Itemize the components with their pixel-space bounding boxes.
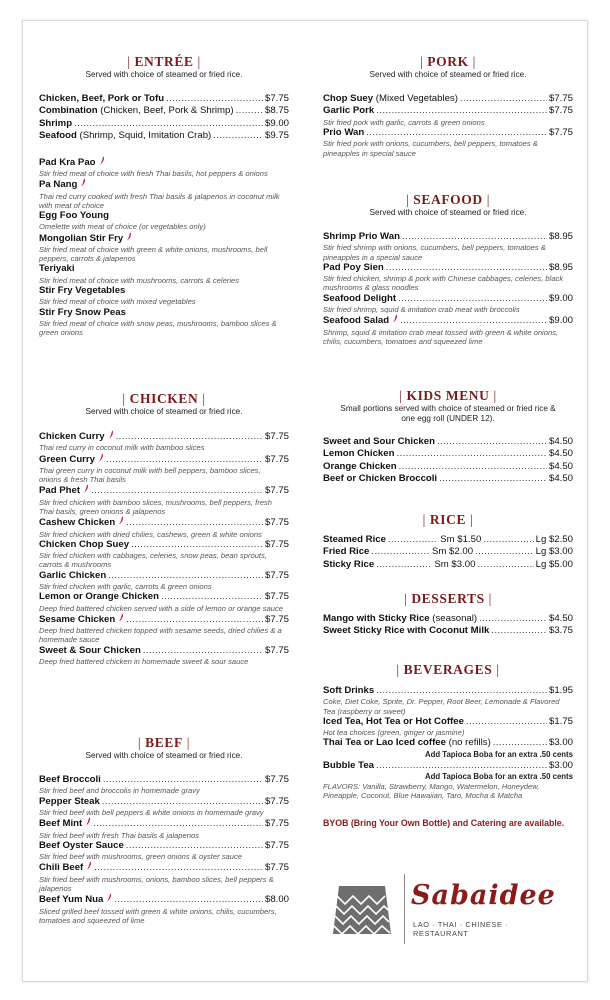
chicken-item: Cashew Chicken ..... $7.75 Stir fried chicken with dried chilies, cashews, green & white onions (39, 516, 289, 539)
desserts-section (323, 591, 573, 638)
chicken-item: Chicken Curry ..... $7.75 Thai red curry in coconut milk with bamboo slices (39, 430, 289, 453)
seafood-item: Pad Poy Sien ..... $8.95 Stir fried chicken, shrimp & pork with Chinese cabbages, celeries, black mushrooms & glass noodles (323, 262, 573, 293)
entree-dish: Stir Fry Snow Peas Stir fried meat of choice with snow peas, mushrooms, bamboo slices & green onions (39, 306, 277, 338)
chili-icon (83, 484, 89, 493)
restaurant-tagline: LAO · THAI · CHINESE · RESTAURANT (413, 920, 509, 938)
kids-item: Lemon Chicken ..... $4.50 (323, 448, 573, 460)
rice-title: | RICE | (422, 512, 474, 527)
pork-section (323, 54, 573, 158)
kids-item: Sweet and Sour Chicken ..... $4.50 (323, 436, 573, 448)
dessert-item: Sweet Sticky Rice with Coconut Milk ..... $3.75 (323, 625, 573, 637)
chicken-item: Green Curry ..... $7.75 Thai green curry in coconut milk with bell peppers, bamboo slices, onions & fresh Thai basils (39, 453, 289, 485)
chili-icon (108, 430, 114, 439)
beverages-title: | BEVERAGES | (396, 662, 500, 677)
beef-item: Chili Beef ..... $7.75 Stir fried beef with mushrooms, onions, bamboo slices, bell peppers & jalapenos (39, 861, 289, 893)
chicken-item: Lemon or Orange Chicken ..... $7.75 Deep fried battered chicken served with a side of lemon or orange sauce (39, 591, 289, 613)
beef-item: Beef Broccoli ..... $7.75 Stir fried beef and broccolis in homemade gravy (39, 774, 289, 796)
entree-dish: Pad Kra Pao Stir fried meat of choice with fresh Thai basils, hot peppers & onions (39, 156, 268, 179)
chicken-subtitle: Served with choice of steamed or fried rice. (85, 407, 243, 416)
rice-item: Fried Rice ..... Sm $2.00 ..... Lg $3.00 (323, 546, 573, 558)
pork-title: | PORK | (420, 54, 476, 69)
entree-dish: Pa Nang Thai red curry cooked with fresh Thai basils & jalapenos in coconut milk with meat of choice (39, 179, 280, 210)
pork-item: Chop Suey (Mixed Vegetables) ..... $7.75 (323, 93, 573, 105)
chicken-item: Pad Phet ..... $7.75 Stir fried chicken with bamboo slices, mushrooms, bell peppers, fresh Thai basils, green onions & jalapenos (39, 484, 289, 516)
chili-icon (392, 314, 398, 323)
kids-section (323, 388, 573, 486)
pork-subtitle: Served with choice of steamed or fried rice. (369, 70, 527, 79)
beverage-item: Bubble Tea ..... $3.00 Add Tapioca Boba for an extra .50 cents FLAVORS: Vanilla, Strawberry, Mango, Watermelon, Honeydew, Pineapple, Coconut, Blue Hawaiian, Taro, Mocha & Matcha (323, 760, 573, 801)
restaurant-name: Sabaidee (411, 880, 556, 911)
chicken-item: Garlic Chicken ..... $7.75 Stir fried chicken with garlic, carrots & green onions (39, 570, 289, 592)
chili-icon (126, 232, 132, 241)
seafood-item: Shrimp Prio Wan ..... $8.95 Stir fried shrimp with onions, cucumbers, bell peppers, tomatoes & pineapples in a special sauce (323, 231, 573, 262)
chicken-item: Sweet & Sour Chicken ..... $7.75 Deep fried battered chicken in homemade sweet & sour sauce (39, 645, 289, 667)
entree-subtitle: Served with choice of steamed or fried rice. (85, 70, 243, 79)
seafood-title: | SEAFOOD | (405, 192, 491, 207)
chicken-item: Chicken Chop Suey ..... $7.75 Stir fried chicken with cabbages, celeries, snow peas, bean sprouts, carrots & mushrooms (39, 539, 289, 570)
pork-item: Garlic Pork ..... $7.75 Stir fried pork with garlic, carrots & green onions (323, 105, 573, 127)
woven-basket-icon (331, 884, 393, 936)
beverage-item: Iced Tea, Hot Tea or Hot Coffee ..... $1.75 Hot tea choices (green, ginger or jasmine) (323, 716, 573, 738)
beverage-item: Thai Tea or Lao Iced coffee (no refills) ..... $3.00 Add Tapioca Boba for an extra .50 cents (323, 737, 573, 759)
entree-dish: Egg Foo Young Omelette with meat of choice (or vegetables only) (39, 210, 206, 232)
rice-item: Sticky Rice ..... Sm $3.00 ..... Lg $5.00 (323, 559, 573, 571)
beef-item: Beef Oyster Sauce ..... $7.75 Stir fried beef with mushrooms, green onions & oyster sauce (39, 840, 289, 862)
entree-price-row: Combination (Chicken, Beef, Pork & Shrimp) ..... $8.75 (39, 105, 289, 117)
chili-icon (99, 156, 105, 165)
logo-divider (404, 874, 405, 944)
seafood-subtitle: Served with choice of steamed or fried rice. (369, 208, 527, 217)
beverages-section (323, 662, 573, 829)
entree-dish: Mongolian Stir Fry Stir fried meat of choice with green & white onions, mushrooms, bell peppers, carrots & jalapenos (39, 232, 268, 264)
chicken-item: Sesame Chicken ..... $7.75 Deep fried battered chicken topped with sesame seeds, dried chilies & a homemade sauce (39, 613, 289, 645)
byob-notice: BYOB (Bring Your Own Bottle) and Catering are available. (323, 817, 565, 828)
seafood-section (323, 192, 573, 346)
entree-price-row: Seafood (Shrimp, Squid, Imitation Crab) ..... $9.75 (39, 130, 289, 142)
beef-item: Pepper Steak ..... $7.75 Stir fried beef with bell peppers & white onions in homemade gravy (39, 796, 289, 818)
chicken-section (39, 391, 289, 666)
entree-price-row: Shrimp ..... $9.00 (39, 118, 289, 130)
dessert-item: Mango with Sticky Rice (seasonal) ..... $4.50 (323, 613, 573, 625)
chili-icon (98, 453, 104, 462)
beef-item: Beef Mint ..... $7.75 Stir fried beef with fresh Thai basils & jalapenos (39, 817, 289, 840)
kids-title: | KIDS MENU | (399, 388, 497, 403)
chicken-title: | CHICKEN | (122, 391, 206, 406)
entree-dish: Stir Fry Vegetables Stir fried meat of choice with mixed vegetables (39, 285, 196, 307)
kids-item: Beef or Chicken Broccoli ..... $4.50 (323, 473, 573, 485)
kids-item: Orange Chicken ..... $4.50 (323, 461, 573, 473)
chili-icon (118, 613, 124, 622)
seafood-item: Seafood Salad ..... $9.00 Shrimp, squid & imitation crab meat tossed with green & white onions, chilis, cucumbers, tomatoes and squeezed lime (323, 314, 573, 346)
desserts-title: | DESSERTS | (404, 591, 492, 606)
entree-section (39, 54, 289, 338)
pork-item: Prio Wan ..... $7.75 Stir fried pork with onions, cucumbers, bell peppers, tomatoes & pineapples in special sauce (323, 127, 573, 158)
entree-title: | ENTRÉE | (127, 54, 201, 69)
chili-icon (86, 861, 92, 870)
beef-item: Beef Yum Nua ..... $8.00 Sliced grilled beef tossed with green & white onions, chilis, cucumbers, tomatoes and squeezed of lime (39, 893, 289, 925)
entree-dish: Teriyaki Stir fried meat of choice with mushrooms, carrots & celeries (39, 263, 240, 285)
chili-icon (118, 516, 124, 525)
beef-subtitle: Served with choice of steamed or fried rice. (85, 751, 243, 760)
restaurant-logo (331, 870, 561, 950)
rice-item: Steamed Rice ..... Sm $1.50 ..... Lg $2.50 (323, 534, 573, 546)
entree-price-row: Chicken, Beef, Pork or Tofu ..... $7.75 (39, 93, 289, 105)
chili-icon (80, 178, 86, 187)
beef-section (39, 735, 289, 925)
kids-subtitle: Small portions served with choice of steamed or fried rice & one egg roll (UNDER 12). (340, 404, 556, 423)
chili-icon (85, 817, 91, 826)
seafood-item: Seafood Delight ..... $9.00 Stir fried shrimp, squid & imitation crab meat with broccolis (323, 293, 573, 315)
rice-section (323, 512, 573, 571)
chili-icon (106, 893, 112, 902)
beef-title: | BEEF | (137, 735, 191, 750)
beverage-item: Soft Drinks ..... $1.95 Coke, Diet Coke, Sprite, Dr. Pepper, Root Beer, Lemonade & Flavored Tea (raspberry or sweet) (323, 685, 573, 716)
